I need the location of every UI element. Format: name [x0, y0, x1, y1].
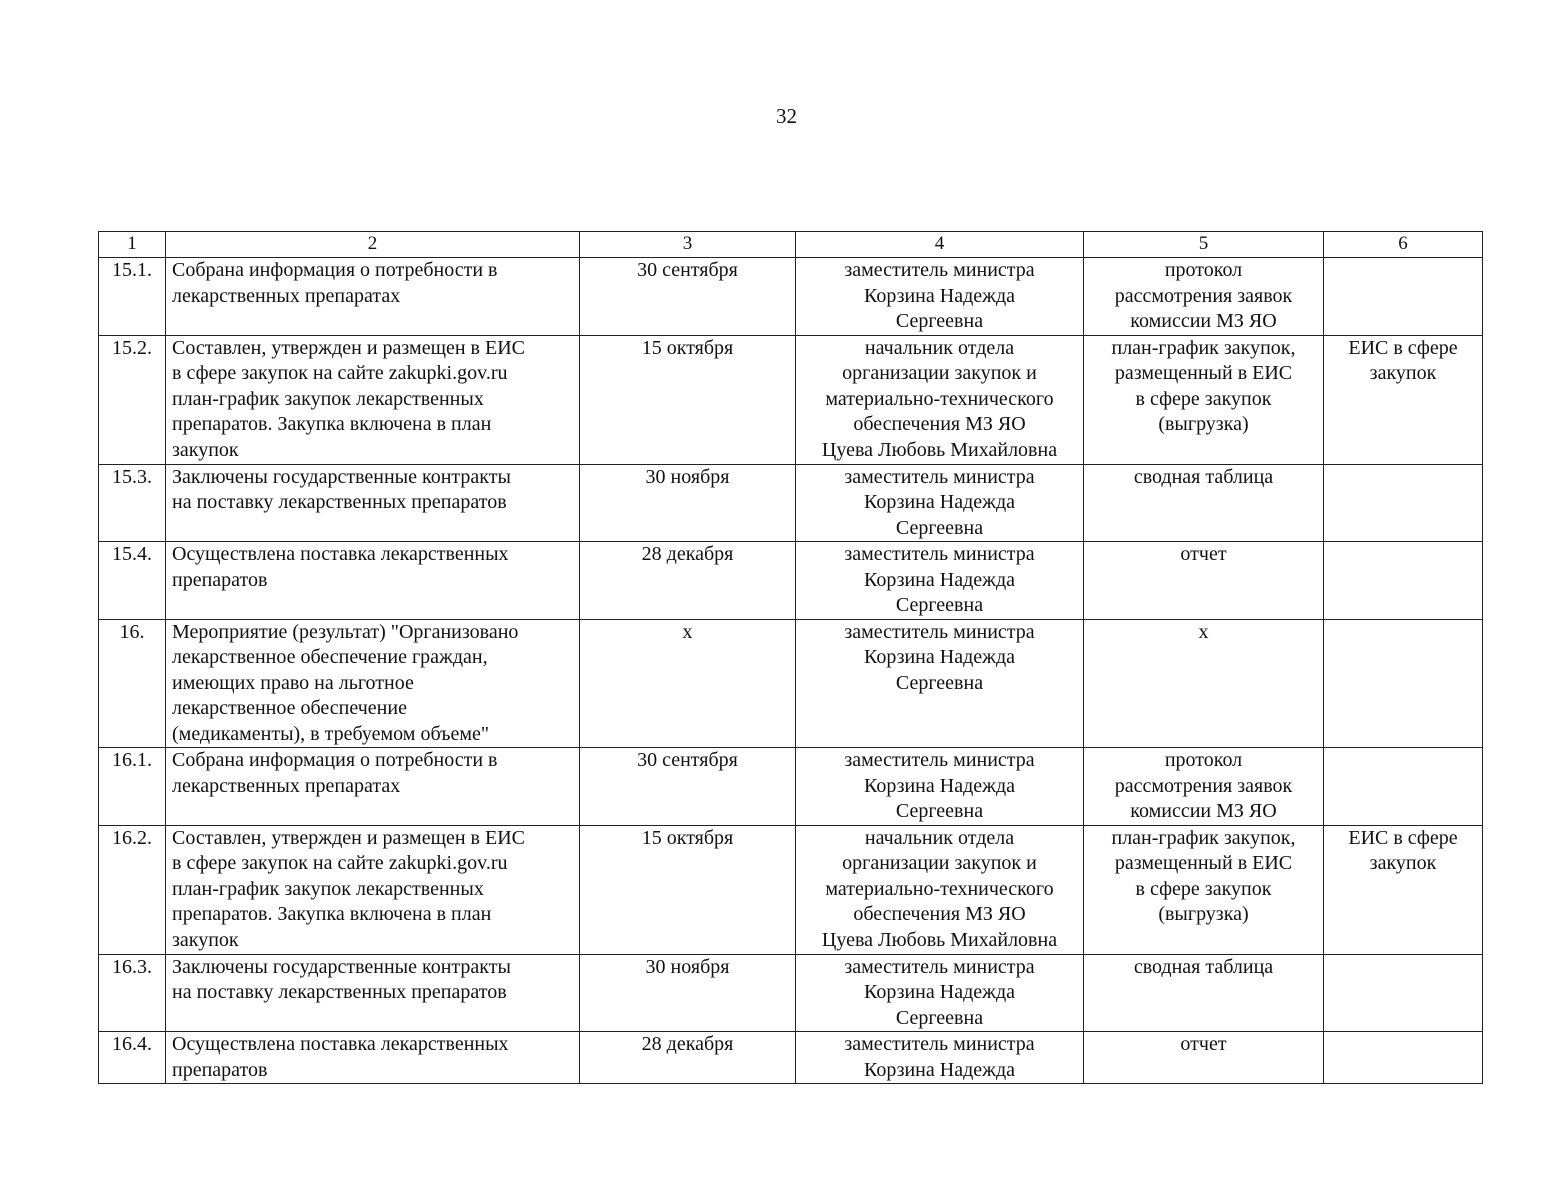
column-number: 3: [580, 232, 796, 258]
table-row: [99, 258, 1483, 336]
item-info-system: ЕИС в сфере закупок: [1324, 825, 1483, 954]
item-description: Осуществлена поставка лекарственных препаратов: [166, 1032, 580, 1084]
item-number: 15.3.: [99, 464, 166, 542]
item-number: 16.1.: [99, 748, 166, 826]
table-row: [99, 335, 1483, 464]
table-row: [99, 464, 1483, 542]
column-number: 5: [1084, 232, 1324, 258]
item-document: протокол рассмотрения заявок комиссии МЗ ЯО: [1084, 258, 1324, 336]
item-responsible: заместитель министра Корзина Надежда Сергеевна: [796, 542, 1084, 620]
column-number: 4: [796, 232, 1084, 258]
item-document: сводная таблица: [1084, 954, 1324, 1032]
item-number: 16.4.: [99, 1032, 166, 1084]
item-info-system: [1324, 1032, 1483, 1084]
item-info-system: ЕИС в сфере закупок: [1324, 335, 1483, 464]
item-deadline: 30 ноября: [580, 954, 796, 1032]
item-number: 15.2.: [99, 335, 166, 464]
table-row: [99, 825, 1483, 954]
item-number: 16.: [99, 619, 166, 748]
item-info-system: [1324, 954, 1483, 1032]
item-responsible: заместитель министра Корзина Надежда Сергеевна: [796, 954, 1084, 1032]
plan-table: [98, 231, 1483, 1084]
item-document: сводная таблица: [1084, 464, 1324, 542]
item-deadline: 15 октября: [580, 825, 796, 954]
column-numbers-row: [99, 232, 1483, 258]
item-number: 16.3.: [99, 954, 166, 1032]
item-responsible: заместитель министра Корзина Надежда Сергеевна: [796, 619, 1084, 748]
item-info-system: [1324, 464, 1483, 542]
item-deadline: 30 ноября: [580, 464, 796, 542]
item-document: отчет: [1084, 542, 1324, 620]
item-responsible: начальник отдела организации закупок и материально-технического обеспечения МЗ ЯО Цуева Любовь Михайловна: [796, 825, 1084, 954]
item-deadline: 30 сентября: [580, 748, 796, 826]
column-number: 6: [1324, 232, 1483, 258]
item-responsible: начальник отдела организации закупок и материально-технического обеспечения МЗ ЯО Цуева Любовь Михайловна: [796, 335, 1084, 464]
item-description: Собрана информация о потребности в лекарственных препаратах: [166, 258, 580, 336]
item-responsible: заместитель министра Корзина Надежда Сергеевна: [796, 258, 1084, 336]
item-number: 15.1.: [99, 258, 166, 336]
item-info-system: [1324, 542, 1483, 620]
column-number: 1: [99, 232, 166, 258]
item-description: Осуществлена поставка лекарственных препаратов: [166, 542, 580, 620]
item-description: Составлен, утвержден и размещен в ЕИС в сфере закупок на сайте zakupki.gov.ru план-график закупок лекарственных препаратов. Закупка включена в план закупок: [166, 335, 580, 464]
item-deadline: 28 декабря: [580, 542, 796, 620]
item-responsible: заместитель министра Корзина Надежда: [796, 1032, 1084, 1084]
item-number: 16.2.: [99, 825, 166, 954]
table-row: [99, 619, 1483, 748]
item-description: Заключены государственные контракты на поставку лекарственных препаратов: [166, 954, 580, 1032]
item-info-system: [1324, 748, 1483, 826]
item-document: протокол рассмотрения заявок комиссии МЗ ЯО: [1084, 748, 1324, 826]
item-document: план-график закупок, размещенный в ЕИС в сфере закупок (выгрузка): [1084, 335, 1324, 464]
item-info-system: [1324, 619, 1483, 748]
item-responsible: заместитель министра Корзина Надежда Сергеевна: [796, 464, 1084, 542]
item-description: Заключены государственные контракты на поставку лекарственных препаратов: [166, 464, 580, 542]
table-row: [99, 954, 1483, 1032]
column-number: 2: [166, 232, 580, 258]
item-description: Мероприятие (результат) "Организовано лекарственное обеспечение граждан, имеющих право на льготное лекарственное обеспечение (медикаменты), в требуемом объеме": [166, 619, 580, 748]
page-number: 32: [776, 104, 797, 128]
table-row: [99, 542, 1483, 620]
item-deadline: х: [580, 619, 796, 748]
item-deadline: 15 октября: [580, 335, 796, 464]
item-description: Составлен, утвержден и размещен в ЕИС в сфере закупок на сайте zakupki.gov.ru план-график закупок лекарственных препаратов. Закупка включена в план закупок: [166, 825, 580, 954]
item-deadline: 30 сентября: [580, 258, 796, 336]
item-document: отчет: [1084, 1032, 1324, 1084]
item-responsible: заместитель министра Корзина Надежда Сергеевна: [796, 748, 1084, 826]
table-row: [99, 748, 1483, 826]
item-document: х: [1084, 619, 1324, 748]
item-deadline: 28 декабря: [580, 1032, 796, 1084]
item-description: Собрана информация о потребности в лекарственных препаратах: [166, 748, 580, 826]
item-number: 15.4.: [99, 542, 166, 620]
item-document: план-график закупок, размещенный в ЕИС в сфере закупок (выгрузка): [1084, 825, 1324, 954]
item-info-system: [1324, 258, 1483, 336]
table-row: [99, 1032, 1483, 1084]
